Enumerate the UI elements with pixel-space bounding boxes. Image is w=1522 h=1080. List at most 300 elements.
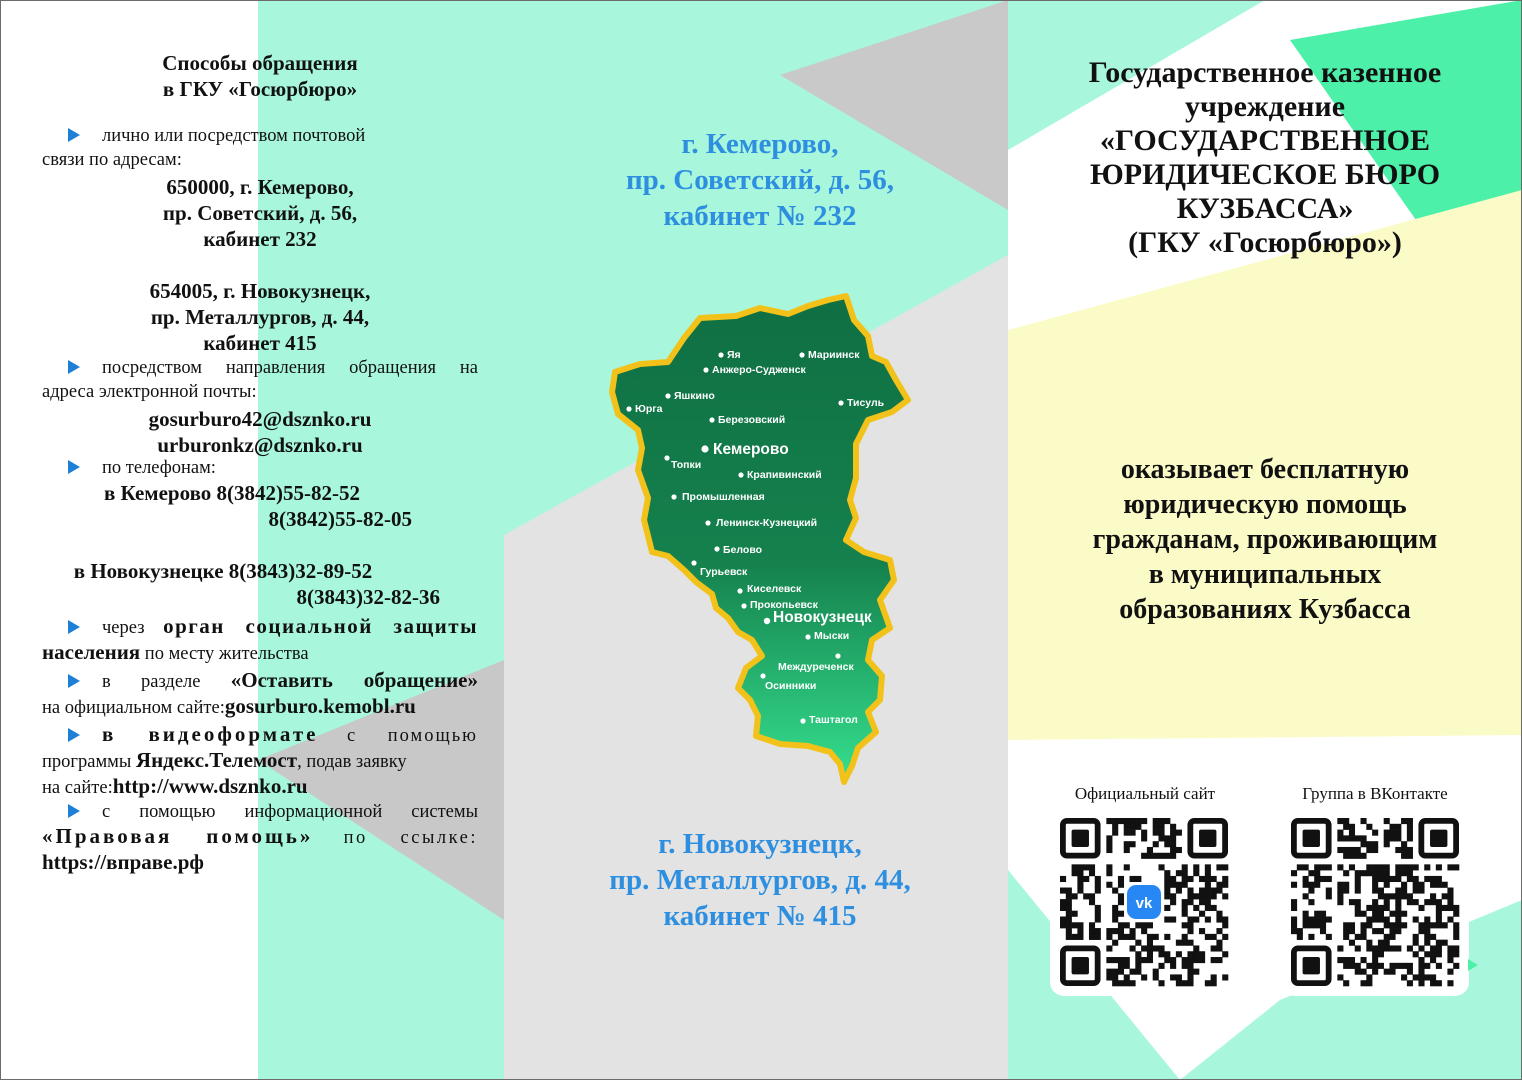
- qr-module: [1389, 824, 1395, 830]
- qr-module: [1372, 888, 1378, 894]
- qr-finder: [1294, 948, 1329, 983]
- qr-module: [1222, 916, 1228, 922]
- qr-module: [1395, 864, 1401, 870]
- qr-module: [1060, 922, 1066, 928]
- qr-module: [1205, 882, 1211, 888]
- qr-module: [1424, 922, 1430, 928]
- qr-module: [1182, 922, 1188, 928]
- qr-module: [1308, 882, 1314, 888]
- qr-module: [1430, 893, 1436, 899]
- qr-module: [1216, 940, 1222, 946]
- qr-module: [1436, 882, 1442, 888]
- qr-module: [1187, 928, 1193, 934]
- qr-module: [1170, 882, 1176, 888]
- qr-module: [1314, 882, 1320, 888]
- qr-module: [1118, 980, 1124, 986]
- email-kemerovo[interactable]: gosurburo42@dsznko.ru: [148, 407, 372, 431]
- qr-module: [1337, 893, 1343, 899]
- qr-module: [1453, 951, 1459, 957]
- tagline-line4: в муниципальных: [1148, 559, 1382, 590]
- qr-module: [1291, 928, 1297, 934]
- vk-logo-icon: [1127, 885, 1161, 919]
- qr-module: [1211, 934, 1217, 940]
- qr-module: [1060, 916, 1066, 922]
- qr-module: [1153, 824, 1159, 830]
- qr-module: [1355, 888, 1361, 894]
- qr-module: [1407, 963, 1413, 969]
- qr-finder: [1063, 948, 1098, 983]
- qr-module: [1135, 818, 1141, 824]
- tagline-line5: образованиях Кузбасса: [1119, 594, 1411, 625]
- qr-module: [1401, 922, 1407, 928]
- city-label: Тисуль: [847, 397, 885, 409]
- qr-module: [1112, 824, 1118, 830]
- qr-module: [1158, 951, 1164, 957]
- city-label: Березовский: [718, 414, 786, 426]
- qr-module: [1118, 969, 1124, 975]
- qr-module: [1372, 882, 1378, 888]
- qr-module: [1395, 893, 1401, 899]
- qr-module: [1297, 934, 1303, 940]
- qr-module: [1343, 934, 1349, 940]
- qr-module: [1389, 830, 1395, 836]
- qr-module: [1222, 864, 1228, 870]
- qr-module: [1366, 974, 1372, 980]
- qr-module: [1072, 864, 1078, 870]
- qr-module: [1077, 870, 1083, 876]
- qr-module: [1442, 922, 1448, 928]
- qr-module: [1447, 951, 1453, 957]
- nkz-addr-line3: кабинет № 415: [663, 900, 857, 932]
- qr-module: [1366, 945, 1372, 951]
- qr-module: [1158, 864, 1164, 870]
- city-label: Кемерово: [713, 441, 789, 458]
- qr-module: [1389, 963, 1395, 969]
- qr-module: [1436, 980, 1442, 986]
- qr-module: [1395, 905, 1401, 911]
- qr-module: [1430, 899, 1436, 905]
- qr-module: [1361, 818, 1367, 824]
- qr-module: [1141, 830, 1147, 836]
- qr-module: [1095, 911, 1101, 917]
- qr-module: [1355, 870, 1361, 876]
- qr-module: [1124, 922, 1130, 928]
- qr-module: [1112, 980, 1118, 986]
- qr-module: [1384, 818, 1390, 824]
- qr-module: [1320, 876, 1326, 882]
- address-kemerovo-1: 650000, г. Кемерово,: [166, 175, 354, 199]
- qr-module: [1199, 888, 1205, 894]
- qr-module: [1170, 974, 1176, 980]
- item-video: [42, 722, 478, 800]
- qr-module: [1424, 916, 1430, 922]
- qr-module: [1372, 951, 1378, 957]
- qr-code-icon: [1050, 808, 1238, 996]
- official-site-link[interactable]: gosurburo.kemobl.ru: [224, 694, 416, 718]
- qr-module: [1170, 853, 1176, 859]
- qr-module: [1130, 969, 1136, 975]
- qr-module: [1378, 870, 1384, 876]
- qr-module: [1436, 922, 1442, 928]
- qr-module: [1211, 980, 1217, 986]
- qr-module: [1095, 916, 1101, 922]
- qr-module: [1320, 928, 1326, 934]
- qr-module: [1158, 818, 1164, 824]
- contact-methods-panel: [42, 50, 478, 102]
- qr-module: [1199, 957, 1205, 963]
- qr-module: [1118, 818, 1124, 824]
- qr-module: [1424, 951, 1430, 957]
- nkz-addr-line1: г. Новокузнецк,: [658, 828, 862, 860]
- qr-module: [1349, 864, 1355, 870]
- qr-module: [1118, 882, 1124, 888]
- qr-module: [1089, 934, 1095, 940]
- qr-module: [1106, 969, 1112, 975]
- city-label: Прокопьевск: [750, 599, 818, 611]
- qr-module: [1066, 911, 1072, 917]
- qr-module: [1326, 864, 1332, 870]
- qr-module: [1193, 916, 1199, 922]
- qr-module: [1384, 882, 1390, 888]
- item6-text-d: Яндекс.Телемост: [135, 748, 298, 772]
- qr-module: [1164, 888, 1170, 894]
- qr-module: [1170, 893, 1176, 899]
- qr-module: [1361, 922, 1367, 928]
- qr-module: [1130, 876, 1136, 882]
- qr-module: [1089, 864, 1095, 870]
- small-arrow-icon: [1466, 958, 1480, 972]
- qr-module: [1430, 945, 1436, 951]
- qr-module: [1355, 876, 1361, 882]
- qr-module: [1453, 911, 1459, 917]
- qr-module: [1447, 980, 1453, 986]
- qr-module: [1077, 864, 1083, 870]
- qr-module: [1424, 864, 1430, 870]
- qr-module: [1124, 934, 1130, 940]
- qr-module: [1205, 899, 1211, 905]
- nkz-addr-line2: пр. Металлургов, д. 44,: [609, 864, 911, 896]
- email-novokuznetsk[interactable]: urburonkz@dsznko.ru: [157, 433, 363, 457]
- qr-module: [1355, 945, 1361, 951]
- novokuznetsk-address-block: [560, 826, 960, 934]
- qr-module: [1349, 835, 1355, 841]
- qr-module: [1170, 916, 1176, 922]
- qr-module: [1430, 957, 1436, 963]
- qr-module: [1447, 899, 1453, 905]
- qr-module: [1077, 876, 1083, 882]
- qr-module: [1106, 818, 1112, 824]
- qr-module: [1141, 945, 1147, 951]
- qr-module: [1413, 882, 1419, 888]
- qr-module: [1361, 870, 1367, 876]
- qr-module: [1453, 945, 1459, 951]
- qr-module: [1384, 905, 1390, 911]
- qr-module: [1378, 951, 1384, 957]
- qr-module: [1326, 916, 1332, 922]
- qr-module: [1118, 928, 1124, 934]
- qr-module: [1303, 864, 1309, 870]
- qr-module: [1095, 882, 1101, 888]
- qr-module: [1182, 882, 1188, 888]
- qr-module: [1130, 934, 1136, 940]
- qr-module: [1337, 864, 1343, 870]
- qr-module: [1436, 876, 1442, 882]
- tagline-line3: гражданам, проживающим: [1092, 524, 1438, 555]
- qr-module: [1401, 847, 1407, 853]
- qr-module: [1153, 969, 1159, 975]
- city-label: Осинники: [765, 680, 817, 692]
- qr-module: [1164, 853, 1170, 859]
- qr-module: [1389, 934, 1395, 940]
- qr-module: [1193, 870, 1199, 876]
- item7-text-c: по ссылке:: [343, 828, 478, 848]
- qr-module: [1124, 974, 1130, 980]
- qr-module: [1182, 957, 1188, 963]
- qr-module: [1407, 830, 1413, 836]
- qr-module: [1366, 864, 1372, 870]
- qr-module: [1384, 864, 1390, 870]
- item2-line1: посредством направления обращения на: [102, 358, 478, 378]
- qr-module: [1066, 888, 1072, 894]
- qr-module: [1366, 847, 1372, 853]
- qr-module: [1182, 934, 1188, 940]
- qr-module: [1366, 980, 1372, 986]
- qr-module: [1303, 876, 1309, 882]
- qr-module: [1384, 940, 1390, 946]
- qr-module: [1349, 830, 1355, 836]
- qr-code-vk-group[interactable]: [1281, 808, 1469, 996]
- qr-module: [1158, 963, 1164, 969]
- item-social-protection: [42, 614, 478, 666]
- qr-module: [1326, 888, 1332, 894]
- qr-module: [1135, 969, 1141, 975]
- qr-module: [1401, 818, 1407, 824]
- institution-title: [1040, 56, 1490, 260]
- qr-module: [1337, 899, 1343, 905]
- qr-module: [1436, 911, 1442, 917]
- qr-module: [1389, 911, 1395, 917]
- qr-module: [1418, 922, 1424, 928]
- city-label: Белово: [723, 544, 763, 556]
- qr-module: [1447, 893, 1453, 899]
- qr-module: [1343, 922, 1349, 928]
- qr-module: [1407, 893, 1413, 899]
- qr-module: [1430, 934, 1436, 940]
- qr-module: [1141, 957, 1147, 963]
- qr-module: [1187, 888, 1193, 894]
- qr-module: [1418, 969, 1424, 975]
- qr-module: [1153, 841, 1159, 847]
- qr-module: [1141, 853, 1147, 859]
- qr-module: [1361, 928, 1367, 934]
- address-novokuznetsk-3: кабинет 415: [203, 331, 317, 355]
- qr-module: [1355, 911, 1361, 917]
- qr-module: [1361, 835, 1367, 841]
- qr-module: [1389, 893, 1395, 899]
- qr-module: [1216, 916, 1222, 922]
- qr-module: [1216, 888, 1222, 894]
- qr-module: [1366, 824, 1372, 830]
- address-novokuznetsk-1: 654005, г. Новокузнецк,: [149, 279, 371, 303]
- qr-module: [1205, 864, 1211, 870]
- qr-module: [1407, 864, 1413, 870]
- qr-module: [1401, 870, 1407, 876]
- qr-module: [1072, 934, 1078, 940]
- item7-text-a: с помощью информационной системы: [102, 802, 478, 822]
- qr-module: [1418, 974, 1424, 980]
- qr-module: [1187, 951, 1193, 957]
- qr-module: [1066, 893, 1072, 899]
- qr-module: [1401, 864, 1407, 870]
- address-novokuznetsk-2: пр. Металлургов, д. 44,: [150, 305, 370, 329]
- qr-module: [1199, 928, 1205, 934]
- qr-finder: [1190, 821, 1225, 856]
- item7-text-b: «Правовая помощь»: [42, 824, 314, 848]
- qr-module: [1066, 922, 1072, 928]
- dsznko-link[interactable]: http://www.dsznko.ru: [112, 774, 308, 798]
- qr-module: [1355, 882, 1361, 888]
- kem-addr-line1: г. Кемерово,: [681, 128, 839, 160]
- qr-module: [1418, 980, 1424, 986]
- qr-module: [1158, 824, 1164, 830]
- qr-module: [1060, 888, 1066, 894]
- qr-module: [1355, 853, 1361, 859]
- qr-module: [1372, 905, 1378, 911]
- qr-module: [1066, 899, 1072, 905]
- qr-code-official-site[interactable]: [1050, 808, 1238, 996]
- arrow-bullet-icon: [68, 804, 80, 818]
- qr-module: [1083, 893, 1089, 899]
- qr-module: [1176, 974, 1182, 980]
- qr-module: [1372, 899, 1378, 905]
- qr-module: [1112, 905, 1118, 911]
- tagline-line1: оказывает бесплатную: [1120, 454, 1410, 485]
- qr-module: [1361, 957, 1367, 963]
- qr-module: [1211, 893, 1217, 899]
- item-mail: [42, 124, 478, 356]
- qr-module: [1447, 945, 1453, 951]
- qr-module: [1077, 928, 1083, 934]
- qr-module: [1355, 847, 1361, 853]
- qr-module: [1106, 928, 1112, 934]
- qr-module: [1182, 911, 1188, 917]
- qr-module: [1395, 911, 1401, 917]
- item1-line1: лично или посредством почтовой: [102, 126, 366, 146]
- qr-module: [1141, 974, 1147, 980]
- vprave-link[interactable]: https://вправе.рф: [42, 850, 204, 874]
- qr-module: [1158, 835, 1164, 841]
- arrow-bullet-icon: [68, 460, 80, 474]
- qr-module: [1222, 876, 1228, 882]
- qr-module: [1124, 824, 1130, 830]
- qr-module: [1205, 934, 1211, 940]
- qr-module: [1106, 864, 1112, 870]
- qr-module: [1384, 945, 1390, 951]
- qr-module: [1320, 864, 1326, 870]
- qr-module: [1158, 830, 1164, 836]
- qr-module: [1089, 899, 1095, 905]
- qr-module: [1182, 864, 1188, 870]
- qr-module: [1095, 934, 1101, 940]
- qr-module: [1395, 888, 1401, 894]
- qr-module: [1187, 893, 1193, 899]
- item-website: [42, 668, 478, 720]
- qr-module: [1199, 876, 1205, 882]
- qr-code-icon: [1281, 808, 1469, 996]
- qr-module: [1447, 864, 1453, 870]
- qr-module: [1222, 882, 1228, 888]
- qr-module: [1303, 922, 1309, 928]
- qr-module: [1106, 847, 1112, 853]
- qr-module: [1211, 905, 1217, 911]
- qr-module: [1308, 888, 1314, 894]
- qr1-caption: Официальный сайт: [1074, 784, 1216, 803]
- qr-module: [1130, 928, 1136, 934]
- qr-module: [1187, 969, 1193, 975]
- qr-module: [1326, 876, 1332, 882]
- qr-module: [1320, 916, 1326, 922]
- city-label: Гурьевск: [700, 566, 748, 578]
- qr-module: [1112, 916, 1118, 922]
- qr-module: [1372, 847, 1378, 853]
- qr-module: [1337, 818, 1343, 824]
- qr-module: [1447, 916, 1453, 922]
- qr-module: [1130, 818, 1136, 824]
- title-line5: КУЗБАССА»: [1176, 192, 1354, 225]
- qr-module: [1176, 888, 1182, 894]
- kem-addr-line3: кабинет № 232: [663, 200, 857, 232]
- qr-module: [1222, 922, 1228, 928]
- qr-module: [1106, 957, 1112, 963]
- qr-module: [1378, 905, 1384, 911]
- qr-module: [1199, 951, 1205, 957]
- qr-module: [1407, 945, 1413, 951]
- qr-module: [1216, 911, 1222, 917]
- qr-module: [1077, 888, 1083, 894]
- tagline: [1040, 452, 1490, 627]
- qr-module: [1337, 888, 1343, 894]
- qr-module: [1401, 963, 1407, 969]
- city-label: Ленинск-Кузнецкий: [716, 517, 818, 529]
- item-phones: [42, 456, 478, 610]
- qr-module: [1389, 876, 1395, 882]
- qr2-caption: Группа в ВКонтакте: [1302, 784, 1448, 803]
- arrow-bullet-icon: [68, 128, 80, 142]
- qr-module: [1430, 980, 1436, 986]
- qr-module: [1216, 957, 1222, 963]
- qr-module: [1187, 963, 1193, 969]
- qr-module: [1176, 847, 1182, 853]
- qr-module: [1314, 876, 1320, 882]
- qr-module: [1349, 928, 1355, 934]
- qr-module: [1164, 870, 1170, 876]
- qr-module: [1395, 922, 1401, 928]
- qr-module: [1164, 893, 1170, 899]
- qr-module: [1083, 864, 1089, 870]
- qr-module: [1072, 893, 1078, 899]
- qr-module: [1407, 969, 1413, 975]
- qr-module: [1182, 899, 1188, 905]
- qr-module: [1418, 945, 1424, 951]
- qr-module: [1077, 934, 1083, 940]
- qr-module: [1372, 963, 1378, 969]
- qr-module: [1343, 870, 1349, 876]
- qr-module: [1182, 876, 1188, 882]
- qr-module: [1205, 980, 1211, 986]
- qr-module: [1378, 911, 1384, 917]
- qr-module: [1442, 882, 1448, 888]
- qr-module: [1436, 899, 1442, 905]
